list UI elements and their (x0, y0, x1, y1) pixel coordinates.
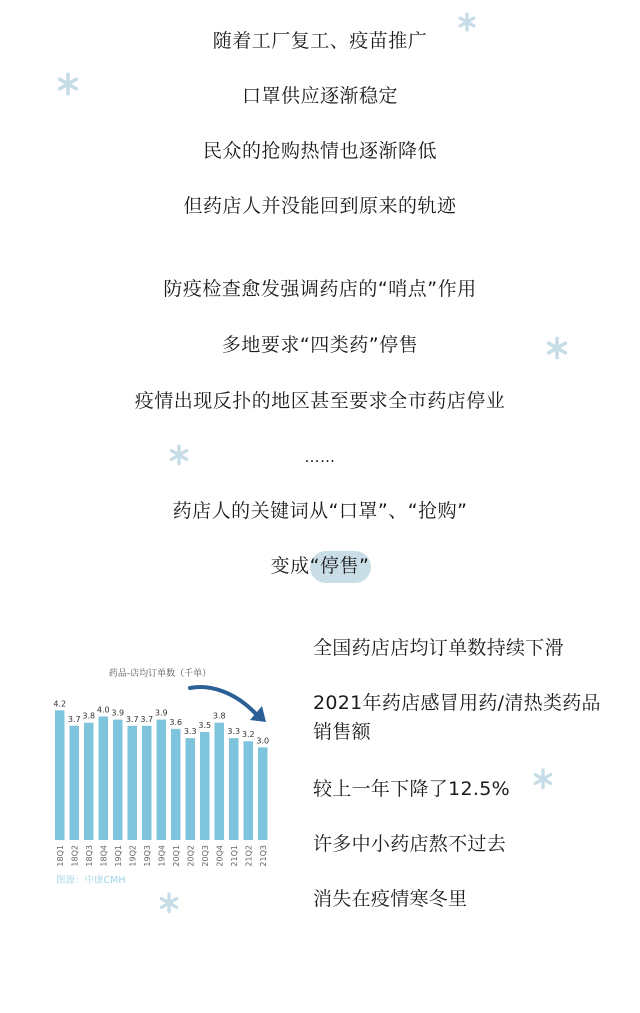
poem-ellipsis: …… (304, 448, 336, 466)
tick-label-20Q2: 20Q2 (186, 845, 196, 867)
bar-20Q4 (215, 723, 225, 840)
value-label-19Q3: 3.7 (140, 714, 154, 724)
bar-21Q3 (258, 747, 268, 840)
value-label-18Q4: 4.0 (96, 705, 110, 715)
poem-line-6: 多地要求“四类药”停售 (221, 334, 419, 356)
bar-20Q1 (171, 729, 181, 840)
tick-label-21Q3: 21Q3 (258, 845, 268, 867)
side-line-4: 许多中小药店熬不过去 (313, 833, 507, 855)
downward-arrow-icon (190, 687, 256, 714)
value-label-18Q1: 4.2 (53, 699, 67, 709)
bar-21Q2 (244, 741, 254, 840)
chart-source: 图源：中康CMH (56, 875, 126, 886)
value-label-20Q4: 3.8 (212, 711, 226, 721)
value-label-20Q3: 3.5 (198, 720, 212, 730)
poem-line-7: 疫情出现反扑的地区甚至要求全市药店停业 (134, 390, 506, 412)
bar-18Q2 (70, 726, 80, 840)
tick-label-18Q4: 18Q4 (99, 845, 109, 867)
side-line-1: 全国药店店均订单数持续下滑 (313, 637, 564, 659)
value-label-18Q3: 3.8 (82, 711, 96, 721)
value-label-19Q4: 3.9 (154, 708, 168, 718)
poem-line-3: 民众的抢购热情也逐渐降低 (202, 140, 437, 162)
bar-18Q4 (99, 717, 109, 840)
value-label-18Q2: 3.7 (67, 714, 81, 724)
tick-label-20Q4: 20Q4 (215, 845, 225, 867)
tick-label-19Q4: 19Q4 (157, 845, 167, 867)
value-label-21Q2: 3.2 (241, 730, 255, 740)
tick-label-19Q2: 19Q2 (128, 845, 138, 867)
chart-tick-labels (56, 845, 268, 867)
value-label-21Q3: 3.0 (256, 736, 270, 746)
bar-21Q1 (229, 738, 239, 840)
bar-20Q2 (186, 738, 196, 840)
star-icon (532, 768, 554, 790)
value-label-21Q1: 3.3 (227, 727, 241, 737)
tick-label-19Q3: 19Q3 (142, 845, 152, 867)
tick-label-21Q2: 21Q2 (244, 845, 254, 867)
poem-line-4: 但药店人并没能回到原来的轨迹 (183, 195, 457, 217)
poem-line-1: 随着工厂复工、疫苗推广 (212, 30, 428, 52)
poem-line-5: 防疫检查愈发强调药店的“哨点”作用 (163, 278, 477, 300)
side-line-2a: 2021年药店感冒用药/清热类药品 (313, 692, 601, 714)
tick-label-18Q1: 18Q1 (55, 845, 65, 867)
tick-label-19Q1: 19Q1 (113, 845, 123, 867)
value-label-20Q2: 3.3 (183, 727, 197, 737)
poem-line-10-prefix: 变成 (270, 555, 310, 577)
tick-label-20Q3: 20Q3 (200, 845, 210, 867)
value-label-20Q1: 3.6 (169, 717, 183, 727)
chart-title: 药品-店均订单数（千单） (108, 669, 212, 679)
tick-label-21Q1: 21Q1 (229, 845, 239, 867)
side-line-3: 较上一年下降了12.5% (313, 778, 510, 800)
value-label-19Q1: 3.9 (111, 708, 125, 718)
tick-label-20Q1: 20Q1 (171, 845, 181, 867)
poem-line-10 (0, 553, 640, 579)
order-count-bar-chart (50, 662, 290, 902)
side-line-5: 消失在疫情寒冬里 (313, 888, 468, 910)
poem-line-2: 口罩供应逐渐稳定 (241, 85, 398, 107)
bar-19Q1 (113, 720, 123, 840)
bar-19Q4 (157, 720, 167, 840)
bar-18Q1 (55, 710, 65, 840)
bar-18Q3 (84, 723, 94, 840)
highlight-text: “停售” (309, 555, 370, 577)
bar-19Q3 (142, 726, 152, 840)
side-line-2b: 销售额 (313, 721, 371, 743)
poem-line-9: 药店人的关键词从“口罩”、“抢购” (172, 500, 468, 522)
tick-label-18Q3: 18Q3 (84, 845, 94, 867)
bar-19Q2 (128, 726, 138, 840)
highlight-stop-sale (310, 553, 370, 579)
bar-20Q3 (200, 732, 210, 840)
value-label-19Q2: 3.7 (125, 714, 139, 724)
tick-label-18Q2: 18Q2 (70, 845, 80, 867)
